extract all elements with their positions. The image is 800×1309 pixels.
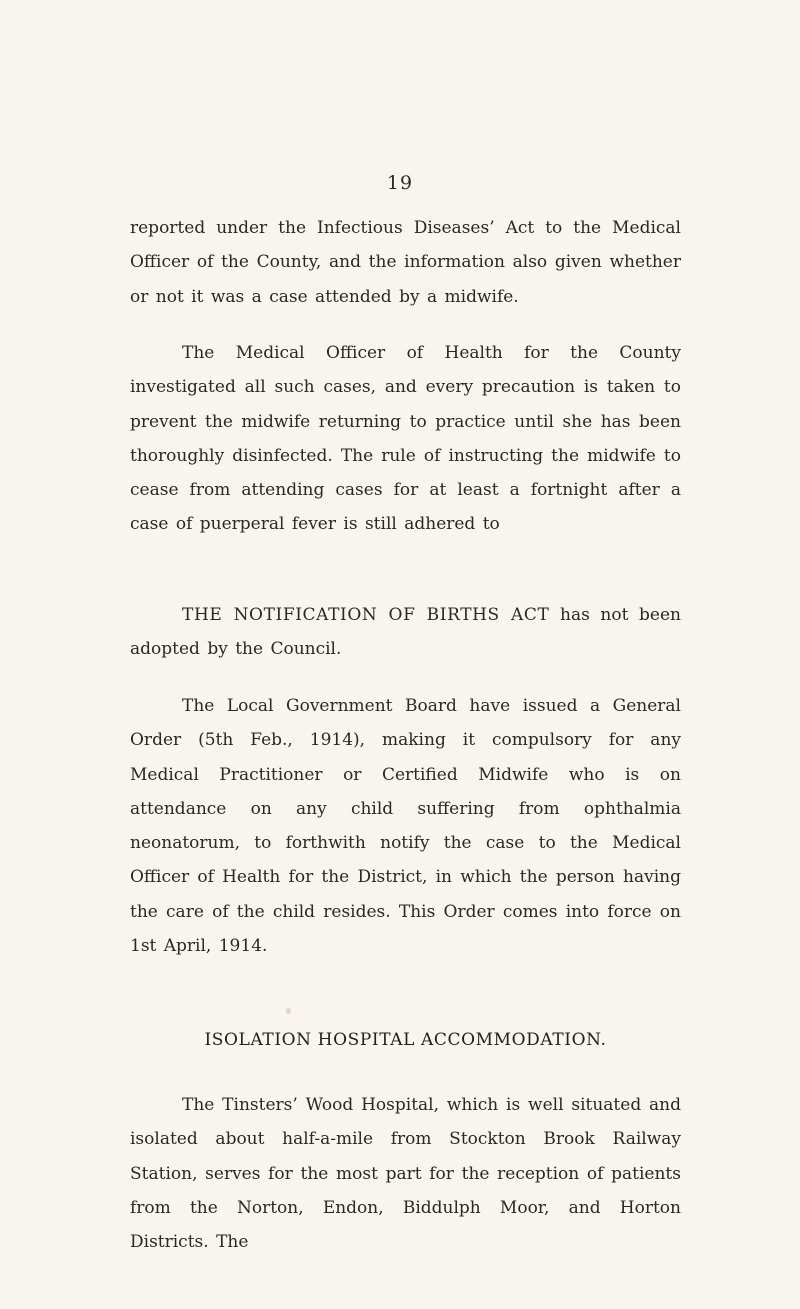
section-heading: ISOLATION HOSPITAL ACCOMMODATION. [204,1030,607,1050]
paper-blemish [286,1008,291,1014]
paragraph-text: The Tinsters’ Wood Hospital, which is well situated and isolated about half-a-mile from Stockton Brook Railway Station, serves for the most part for the reception of patients from the Norton, Endon, Biddulph Moor, and Horton Districts. The [130,1095,681,1253]
paragraph-midwife-precautions [130,336,681,542]
paragraph-text: reported under the Infectious Diseases’ Act to the Medical Officer of the County, and the information also given whether or not it was a case attended by a midwife. [130,218,681,307]
paragraph-notification-births-act [130,598,681,667]
paragraph-text: has not been adopted by the Council. [130,605,681,660]
act-title: THE NOTIFICATION OF BIRTHS ACT [182,605,550,625]
paragraph-general-order [130,689,681,963]
paragraph-text: The Medical Officer of Health for the County investigated all such cases, and every precaution is taken to prevent the midwife returning to practice until she has been thoroughly disinfected. The rule of instructing the midwife to cease from attending cases for at least a fortnight after a case of puerperal fever is still adhered to [130,343,681,535]
paragraph-text: The Local Government Board have issued a General Order (5th Feb., 1914), making it compulsory for any Medical Practitioner or Certified Midwife who is on attendance on any child suffering from ophthalmia neonatorum, to forthwith notify the case to the Medical Officer of Health for the District, in which the person having the care of the child resides. This Order comes into force on 1st April, 1914. [130,696,681,957]
page-number: 19 [386,172,414,194]
paragraph-isolation-hospital [130,1088,681,1259]
paragraph-notification-continued [130,211,681,314]
